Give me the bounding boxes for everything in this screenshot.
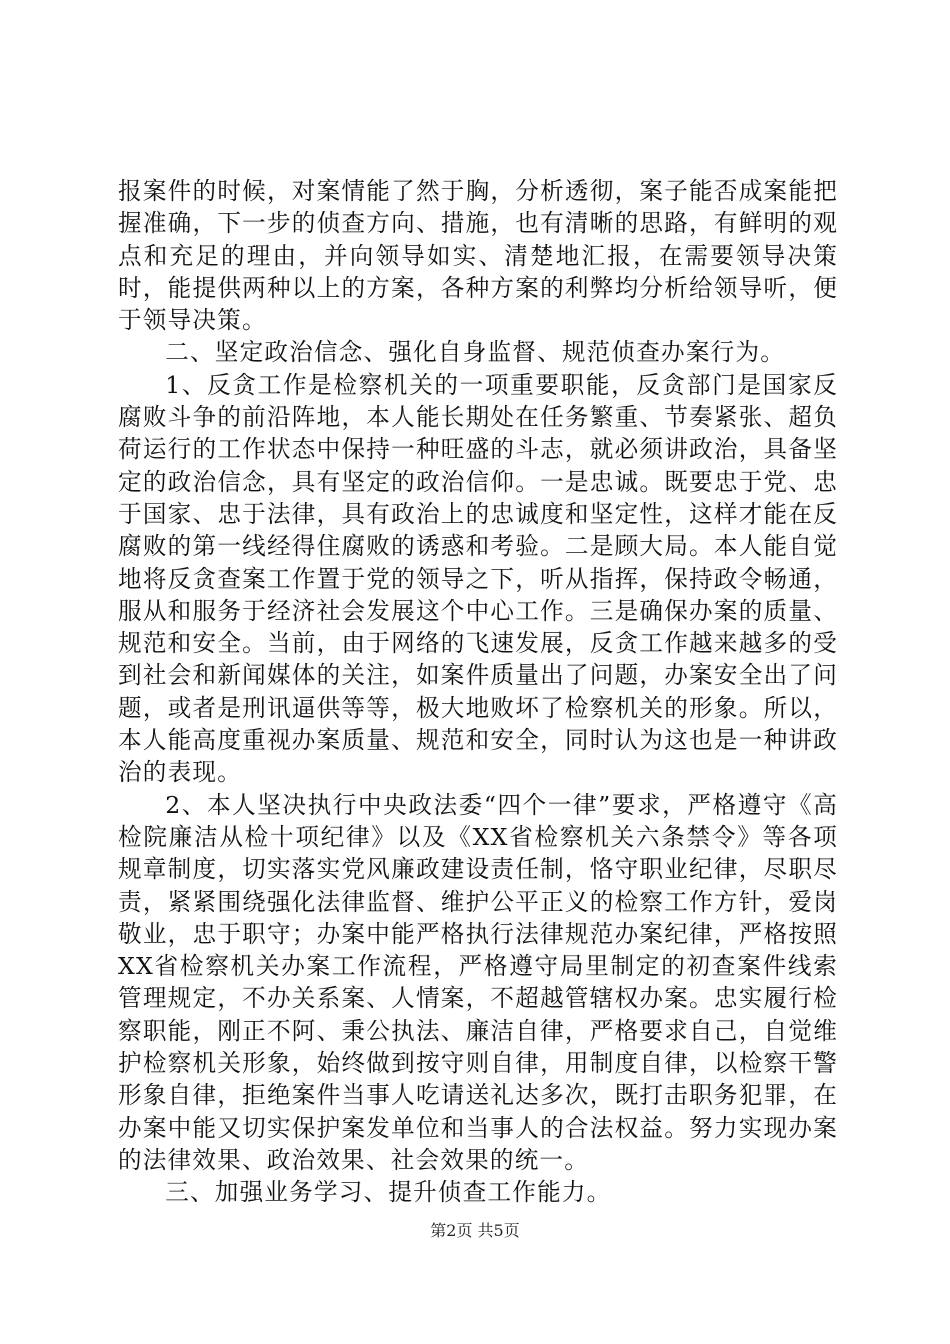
document-body — [118, 175, 838, 1209]
section-heading-3: 三、加强业务学习、提升侦查工作能力。 — [165, 1178, 612, 1207]
page-footer: 第2页 共5页 — [430, 1221, 520, 1240]
paragraph-item-1: 1、反贪工作是检察机关的一项重要职能，反贪部门是国家反腐败斗争的前沿阵地，本人能长期处在任务繁重、节奏紧张、超负荷运行的工作状态中保持一种旺盛的斗志，就必须讲政治，具备坚定的政治信念，具有坚定的政治信仰。一是忠诚。既要忠于党、忠于国家、忠于法律，具有政治上的忠诚度和坚定性，这样才能在反腐败的第一线经得住腐败的诱惑和考验。二是顾大局。本人能自觉地将反贪查案工作置于党的领导之下，听从指挥，保持政令畅通，服从和服务于经济社会发展这个中心工作。三是确保办案的质量、规范和安全。当前，由于网络的飞速发展，反贪工作越来越多的受到社会和新闻媒体的关注，如案件质量出了问题，办案安全出了问题，或者是刑讯逼供等等，极大地败坏了检察机关的形象。所以，本人能高度重视办案质量、规范和安全，同时认为这也是一种讲政治的表现。 — [118, 370, 838, 787]
paragraph-item-2: 2、本人坚决执行中央政法委“四个一律”要求，严格遵守《高检院廉洁从检十项纪律》以及《XX省检察机关六条禁令》等各项规章制度，切实落实党风廉政建设责任制，恪守职业纪律，尽职尽责，紧紧围绕强化法律监督、维护公平正义的检察工作方针，爱岗敬业，忠于职守；办案中能严格执行法律规范办案纪律，严格按照XX省检察机关办案工作流程，严格遵守局里制定的初查案件线索管理规定，不办关系案、人情案，不超越管辖权办案。忠实履行检察职能，刚正不阿、秉公执法、廉洁自律，严格要求自己，自觉维护检察机关形象，始终做到按守则自律，用制度自律，以检察干警形象自律，拒绝案件当事人吃请送礼达多次，既打击职务犯罪，在办案中能又切实保护案发单位和当事人的合法权益。努力实现办案的法律效果、政治效果、社会效果的统一。 — [118, 790, 838, 1174]
paragraph-continuation: 报案件的时候，对案情能了然于胸，分析透彻，案子能否成案能把握准确，下一步的侦查方向、措施，也有清晰的思路，有鲜明的观点和充足的理由，并向领导如实、清楚地汇报，在需要领导决策时，能提供两种以上的方案，各种方案的利弊均分析给领导听，便于领导决策。 — [118, 177, 838, 335]
section-heading-2: 二、坚定政治信念、强化自身监督、规范侦查办案行为。 — [165, 338, 786, 367]
